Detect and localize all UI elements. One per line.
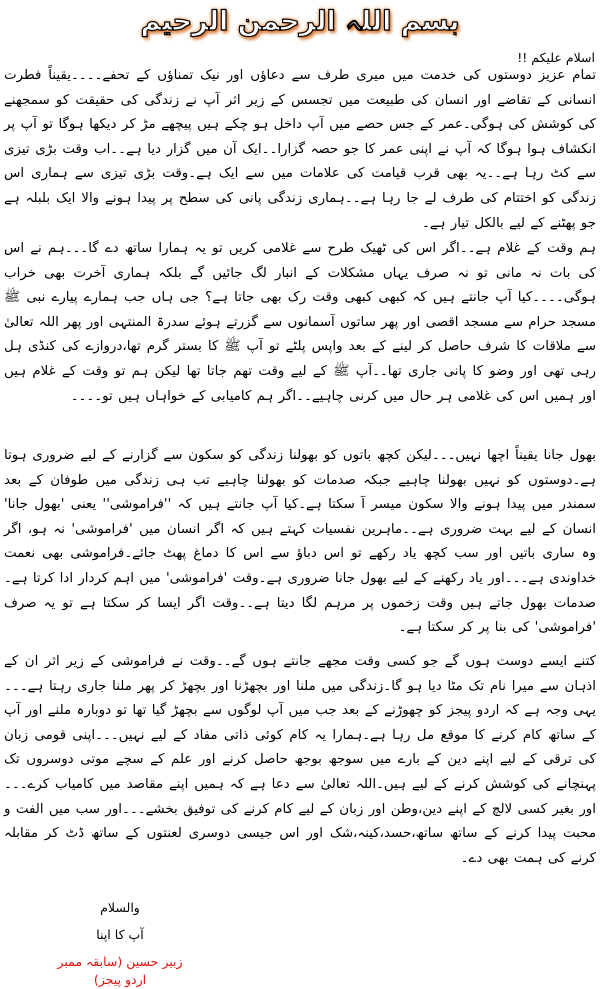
signature-author-name: زبیر حسین (سابقہ ممبر اردو پیجز) (57, 954, 183, 987)
paragraph-friends: کتنے ایسے دوست ہوں گے جو کسی وقت مجھے جانتے ہوں گے۔۔وقت نے فراموشی کے زیر اثر ان کے اذہان سے میرا نام تک مٹا دیا ہو گا۔زندگی میں ملنا اور بچھڑنا اور بچھڑ کر پھر ملنا جاری رہتا ہے۔۔۔یہی وجہ ہے کہ اردو پیجز کو چھوڑنے کے بعد جب میں آپ لوگوں سے بچھڑ گیا تھا تو دوبارہ ملنے اور آپ کے ساتھ کام کرنے کا موقع مل رہا ہے۔ہمارا یہ کام کوئی ذاتی مفاد کے لیے نہیں۔۔۔اپنی قومی زبان کی ترقی کے لیے اپنے دین کے بارے میں سوجھ بوجھ حاصل کرنے اور علم کے سچے موتی دوسروں تک پہنچانے کی کوشش کرنے کے لیے ہیں۔اللہ تعالیٰ سے دعا ہے کہ ہمیں اپنے مقاصد میں کامیاب کرے۔۔۔اور بغیر کسی لالچ کے اپنے دین،وطن اور زبان کے لیے کام کرنے کی توفیق بخشے۔۔۔اور سب میں الفت و محبت پیدا کرنے کے ساتھ ساتھ،حسد،کینہ،شک اور اس جیسی دوسری لعنتوں کے ساتھ ڈٹ کر مقابلہ کرنے کی ہمت بھی دے۔ (4, 654, 596, 866)
signature-yours: آپ کا اپنا (96, 927, 144, 942)
paragraph-intro: تمام عزیز دوستوں کی خدمت میں میری طرف سے دعاؤں اور نیک تمناؤں کے تحفے۔۔۔۔یقیناً فطرت انسانی کے تقاضے اور انسان کی طبیعت میں تجسس کے زیر اثر آپ نے زندگی کی حقیقت کو سمجھنے کی کوشش کی ہوگی۔عمر کے جس حصے میں آپ داخل ہو چکے ہیں پیچھے مڑ کر دیکھا ہوگا تو آپ پر انکشاف ہوا ہوگا کہ آپ نے اپنی عمر کا جو حصہ گزارا۔۔ایک آن میں گزار دیا ہے۔۔اب وقت بڑی تیزی سے کٹ رہا ہے۔۔یہ بھی قرب قیامت کی علامات میں سے ایک ہے۔وقت بڑی تیزی سے ہماری اس زندگی کو اختتام کی طرف لے جا رہا ہے۔۔ہماری زندگی پانی کی سطح پر پیدا ہونے والا ایک بلبلہ ہے جو پھٹنے کے لیے بالکل تیار ہے۔ (4, 68, 596, 231)
paragraph-forgetting: بھول جانا یقیناً اچھا نہیں۔۔۔لیکن کچھ باتوں کو بھولنا زندگی کو سکون سے گزارنے کے لیے ضروری ہوتا ہے۔دوستوں کو نہیں بھولنا چاہیے جبکہ صدمات کو بھولنا چاہیے تب ہی زندگی میں طوفان کے بعد سمندر میں پیدا ہونے والا سکون میسر آ سکتا ہے۔کیا آپ جانتے ہیں کہ ''فراموشی'' یعنی 'بھول جانا' انسان کے لیے بہت ضروری ہے۔۔ماہرین نفسیات کہتے ہیں کہ اگر انسان میں 'فراموشی' نہ ہو، اگر وہ ساری باتیں اور سب کچھ یاد رکھے تو اس دباؤ سے اس کا دماغ پھٹ جائے۔فراموشی بھی نعمت خداوندی ہے۔۔۔اور یاد رکھنے کے لیے بھول جانا ضروری ہے۔وقت 'فراموشی' میں اہم کردار ادا کرتا ہے۔صدمات بھول جاتے ہیں وقت زخموں پر مرہم لگا دیتا ہے۔۔وقت اگر ایسا کر سکتا ہے تو یہ صرف 'فراموشی' کی بنا پر کر سکتا ہے۔ (4, 448, 596, 636)
signature-closing: والسلام (100, 900, 140, 915)
greeting-text: اسلام علیکم !! (517, 50, 595, 65)
bismillah-heading: بسم اللہ الرحمن الرحیم (140, 6, 460, 37)
paragraph-time: ہم وقت کے غلام ہے۔۔اگر اس کی ٹھیک طرح سے غلامی کریں تو یہ ہمارا ساتھ دے گا۔۔۔ہم نے اس کی بات نہ مانی تو نہ صرف یہاں مشکلات کے انبار لگ جائیں گے بلکہ ہماری آخرت بھی خراب ہوگی۔۔۔۔کیا آپ جانتے ہیں کہ کبھی کبھی وقت رک بھی جاتا ہے؟ جی ہاں جب ہمارے پیارے نبی ﷺ مسجد حرام سے مسجد اقصی اور پھر ساتوں آسمانوں سے گزرتے ہوئے سدرۃ المنتہی اور پھر اللہ تعالیٰ سے ملاقات کا شرف حاصل کر لینے کے بعد واپس پلٹے تو آپ ﷺ کا بستر گرم تھا،دروازے کی کنڈی ہل رہی تھی اور وضو کا پانی جاری تھا۔۔آپ ﷺ کے لیے وقت تھم جاتا تھا لیکن ہم تو وقت کے غلام ہیں اور ہمیں اس کی غلامی ہر حال میں کرنی چاہیے۔۔اگر ہم کامیابی کے خواہاں ہیں تو۔۔۔۔ (4, 241, 596, 404)
